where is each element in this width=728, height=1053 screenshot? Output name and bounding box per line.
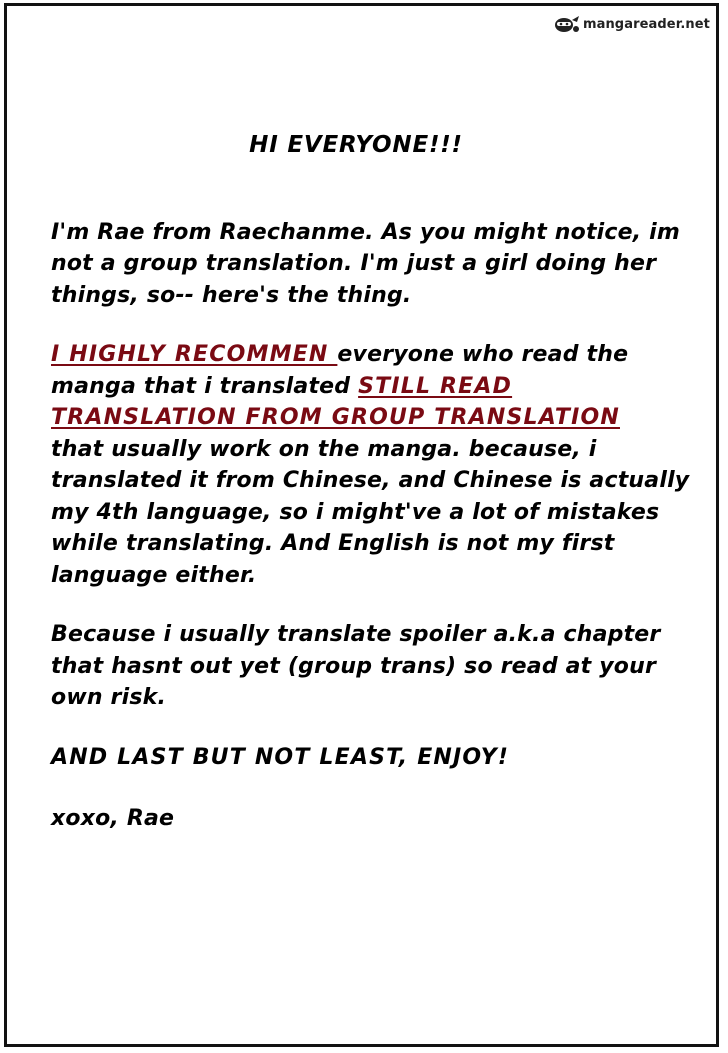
watermark-text: mangareader.net	[582, 16, 710, 32]
recommendation-paragraph	[51, 339, 691, 591]
signature: xoxo, Rae	[51, 806, 175, 831]
recommendation-line	[51, 402, 691, 434]
spoiler-line: Because i usually translate spoiler a.k.a chapter	[51, 622, 661, 647]
site-watermark[interactable]	[552, 12, 710, 36]
spoiler-line: own risk.	[51, 685, 167, 710]
highlight-group-translation: TRANSLATION FROM GROUP TRANSLATION	[51, 405, 620, 430]
intro-line: not a group translation. I'm just a girl doing her	[51, 251, 657, 276]
recommendation-line: that usually work on the manga. because, i	[51, 436, 597, 462]
recommendation-line: translated it from Chinese, and Chinese is actually	[51, 468, 690, 493]
highlight-recommend: I HIGHLY RECOMMEN	[51, 342, 338, 367]
recommendation-line	[51, 339, 691, 371]
intro-line: things, so-- here's the thing.	[51, 282, 412, 308]
intro-paragraph	[51, 217, 691, 312]
letter-page	[4, 3, 719, 1047]
spoiler-paragraph	[51, 619, 691, 714]
recommendation-text: everyone who read the	[337, 342, 629, 367]
highlight-still-read: STILL READ	[358, 373, 513, 399]
recommendation-line: while translating. And English is not my first	[51, 531, 615, 556]
ninja-mascot-icon	[552, 14, 580, 34]
letter-title: HI EVERYONE!!!	[249, 132, 463, 158]
closing-line: AND LAST BUT NOT LEAST, ENJOY!	[51, 744, 510, 770]
letter-body	[51, 130, 691, 835]
spoiler-line: that hasnt out yet (group trans) so read at your	[51, 653, 657, 679]
intro-line: I'm Rae from Raechanme. As you might notice, im	[51, 219, 681, 245]
recommendation-line: my 4th language, so i might've a lot of mistakes	[51, 499, 660, 525]
recommendation-text: manga that i translated	[51, 373, 359, 399]
recommendation-line	[51, 371, 691, 403]
recommendation-line: language either.	[51, 562, 257, 588]
